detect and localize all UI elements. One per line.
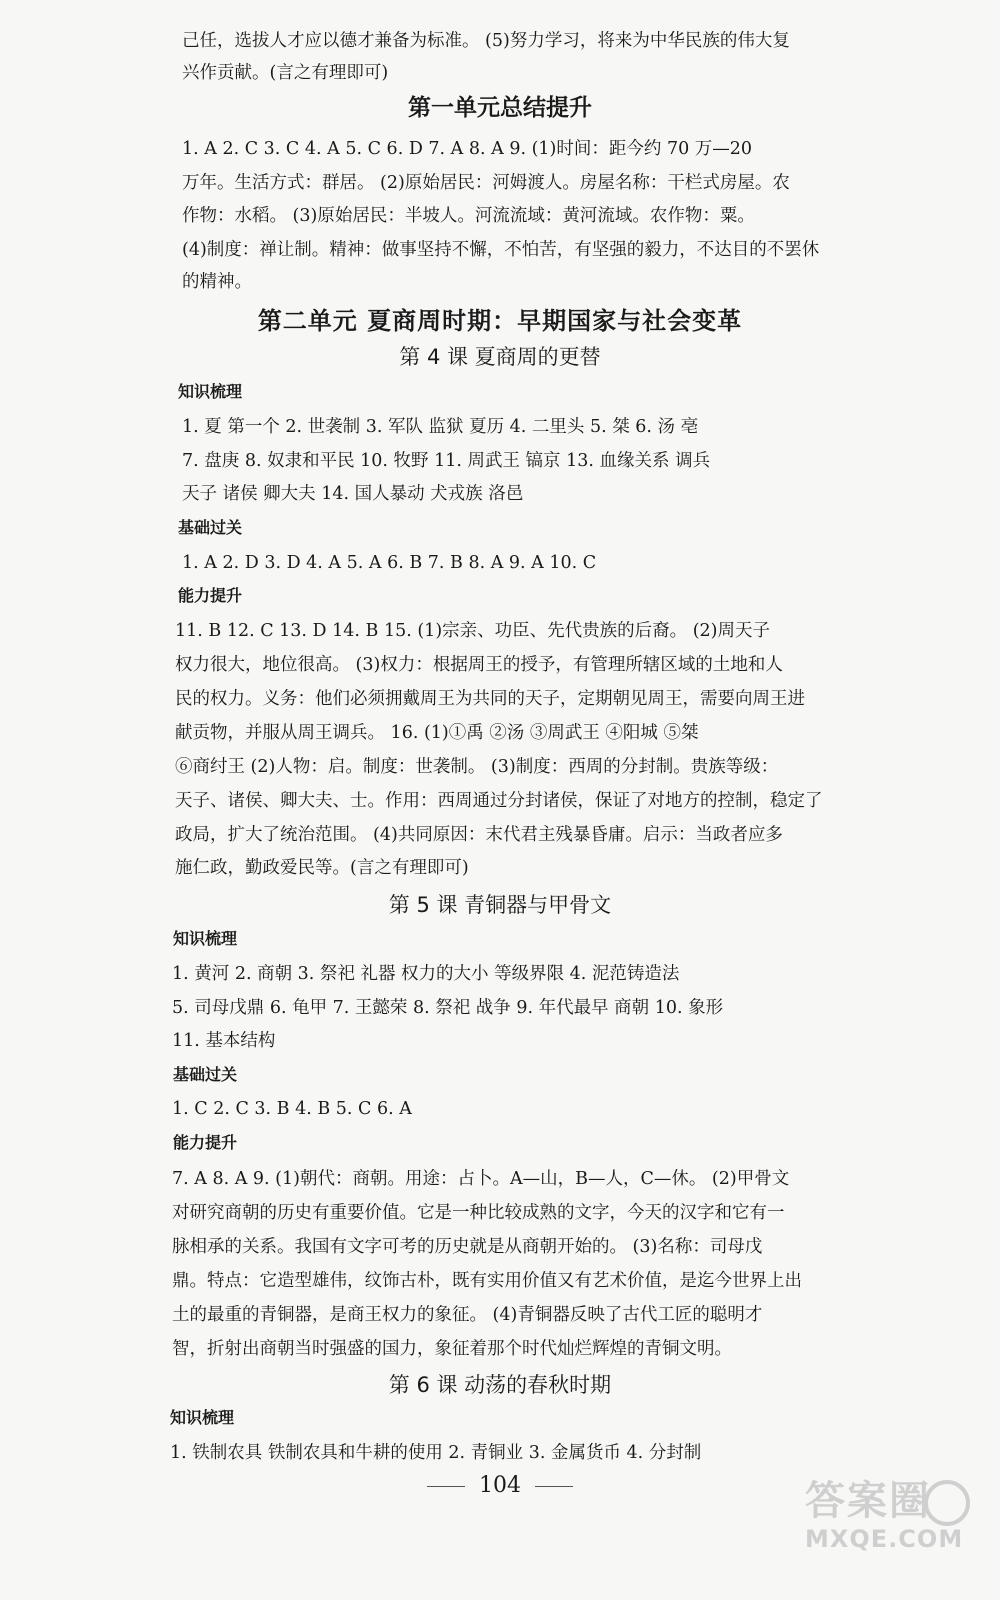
text-line: 作物：水稻。 (3)原始居民：半坡人。河流流域：黄河流域。农作物：粟。	[182, 206, 755, 226]
text-line: 施仁政，勤政爱民等。(言之有理即可)	[175, 858, 469, 878]
text-line: ⑥商纣王 (2)人物：启。制度：世袭制。 (3)制度：西周的分封制。贵族等级：	[175, 757, 779, 777]
text-line: 脉相承的关系。我国有文字可考的历史就是从商朝开始的。 (3)名称：司母戊	[172, 1237, 763, 1257]
text-line: 民的权力。义务：他们必须拥戴周王为共同的天子，定期朝见周王，需要向周王进	[175, 689, 805, 709]
watermark	[805, 1478, 980, 1588]
unit2-title: 第二单元 夏商周时期：早期国家与社会变革	[257, 306, 743, 335]
text-line: 7. 盘庚 8. 奴隶和平民 10. 牧野 11. 周武王 镐京 13. 血缘关系 调兵	[182, 451, 711, 471]
text-line: 1. A 2. D 3. D 4. A 5. A 6. B 7. B 8. A 9. A 10. C	[182, 553, 597, 573]
text-line: 的精神。	[182, 272, 252, 292]
watermark-logo-icon	[924, 1480, 970, 1526]
text-line: 对研究商朝的历史有重要价值。它是一种比较成熟的文字，今天的汉字和它有一	[172, 1203, 785, 1223]
text-line: 政局，扩大了统治范围。 (4)共同原因：末代君主残暴昏庸。启示：当政者应多	[175, 825, 783, 845]
page-number-text: 104	[479, 1473, 521, 1498]
text-line: 5. 司母戊鼎 6. 龟甲 7. 王懿荣 8. 祭祀 战争 9. 年代最早 商朝 10. 象形	[172, 998, 724, 1018]
text-line: 天子、诸侯、卿大夫、士。作用：西周通过分封诸侯，保证了对地方的控制，稳定了	[175, 791, 823, 811]
text-line: 权力很大，地位很高。 (3)权力：根据周王的授予，有管理所辖区域的土地和人	[175, 655, 783, 675]
watermark-text: 答案圈	[805, 1478, 931, 1524]
subhead-knowledge: 知识梳理	[178, 382, 243, 401]
page-number-dash-left	[427, 1486, 465, 1487]
text-line: 1. C 2. C 3. B 4. B 5. C 6. A	[172, 1099, 412, 1119]
watermark-url: MXQE.COM	[805, 1525, 964, 1553]
text-line: 智，折射出商朝当时强盛的国力，象征着那个时代灿烂辉煌的青铜文明。	[172, 1339, 732, 1359]
unit1-summary-title: 第一单元总结提升	[408, 95, 592, 121]
subhead-ability: 能力提升	[178, 586, 243, 605]
text-line: 1. 铁制农具 铁制农具和牛耕的使用 2. 青铜业 3. 金属货币 4. 分封制	[170, 1443, 702, 1463]
subhead-basic: 基础过关	[178, 518, 243, 537]
text-line: (4)制度：禅让制。精神：做事坚持不懈，不怕苦，有坚强的毅力，不达目的不罢休	[182, 240, 820, 260]
text-line: 鼎。特点：它造型雄伟，纹饰古朴，既有实用价值又有艺术价值，是迄今世界上出	[172, 1271, 802, 1291]
text-line: 兴作贡献。(言之有理即可)	[182, 63, 389, 83]
page-number-dash-right	[535, 1486, 573, 1487]
text-line: 1. A 2. C 3. C 4. A 5. C 6. D 7. A 8. A 9. (1)时间：距今约 70 万—20	[182, 139, 753, 159]
text-line: 己任，选拔人才应以德才兼备为标准。 (5)努力学习，将来为中华民族的伟大复	[182, 31, 790, 51]
subhead-knowledge: 知识梳理	[170, 1408, 235, 1427]
subhead-basic: 基础过关	[173, 1065, 238, 1084]
text-line: 11. B 12. C 13. D 14. B 15. (1)宗亲、功臣、先代贵族的后裔。 (2)周天子	[175, 621, 770, 641]
text-line: 1. 黄河 2. 商朝 3. 祭祀 礼器 权力的大小 等级界限 4. 泥范铸造法	[172, 964, 680, 984]
subhead-knowledge: 知识梳理	[173, 929, 238, 948]
text-line: 7. A 8. A 9. (1)朝代：商朝。用途：占卜。A—山，B—人，C—休。 (2)甲骨文	[172, 1169, 790, 1189]
subhead-ability: 能力提升	[173, 1133, 238, 1152]
text-line: 献贡物，并服从周王调兵。 16. (1)①禹 ②汤 ③周武王 ④阳城 ⑤桀	[175, 723, 699, 743]
lesson5-title: 第 5 课 青铜器与甲骨文	[388, 893, 612, 917]
text-line: 万年。生活方式：群居。 (2)原始居民：河姆渡人。房屋名称：干栏式房屋。农	[182, 173, 790, 193]
text-line: 1. 夏 第一个 2. 世袭制 3. 军队 监狱 夏历 4. 二里头 5. 桀 6. 汤 亳	[182, 417, 699, 437]
text-line: 天子 诸侯 卿大夫 14. 国人暴动 犬戎族 洛邑	[182, 484, 524, 504]
text-line: 土的最重的青铜器，是商王权力的象征。 (4)青铜器反映了古代工匠的聪明才	[172, 1305, 763, 1325]
lesson4-title: 第 4 课 夏商周的更替	[399, 345, 601, 369]
text-line: 11. 基本结构	[172, 1031, 276, 1051]
lesson6-title: 第 6 课 动荡的春秋时期	[388, 1373, 612, 1397]
